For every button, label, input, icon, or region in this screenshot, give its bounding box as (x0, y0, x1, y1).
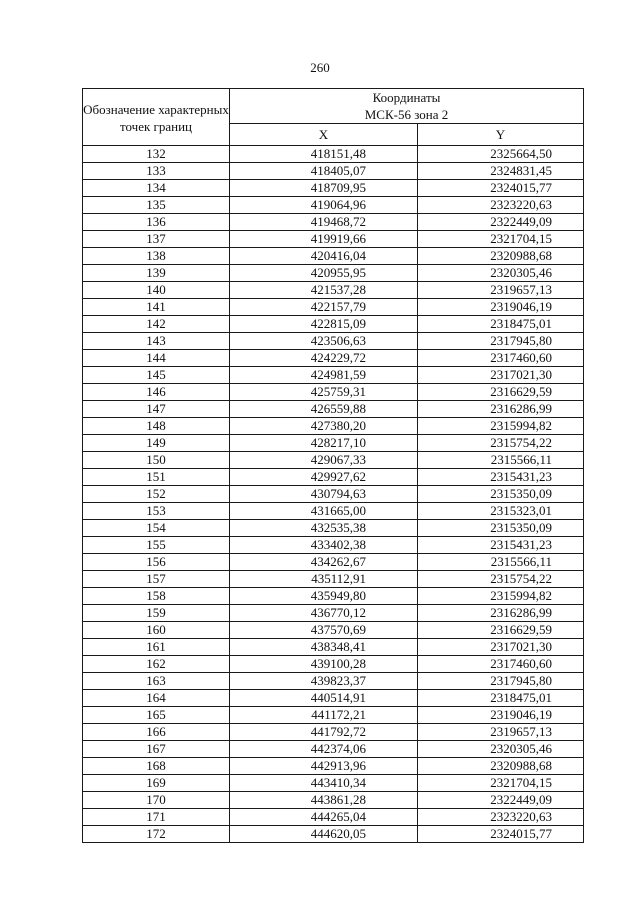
table-body (83, 146, 584, 843)
x-coordinate-cell: 425759,31 (230, 384, 418, 401)
x-coordinate-cell: 443410,34 (230, 775, 418, 792)
point-cell: 140 (83, 282, 230, 299)
y-coordinate-cell: 2317945,80 (418, 673, 584, 690)
y-coordinate-cell: 2315754,22 (418, 571, 584, 588)
y-coordinate-cell: 2315431,23 (418, 469, 584, 486)
point-cell: 142 (83, 316, 230, 333)
x-coordinate-cell: 442374,06 (230, 741, 418, 758)
y-coordinate-cell: 2317021,30 (418, 367, 584, 384)
point-cell: 148 (83, 418, 230, 435)
x-coordinate-cell: 420955,95 (230, 265, 418, 282)
table-row (83, 316, 584, 333)
x-coordinate-cell: 423506,63 (230, 333, 418, 350)
table-row (83, 656, 584, 673)
x-coordinate-cell: 418709,95 (230, 180, 418, 197)
x-coordinate-cell: 438348,41 (230, 639, 418, 656)
x-coordinate-cell: 441792,72 (230, 724, 418, 741)
table-row (83, 537, 584, 554)
y-coordinate-cell: 2316286,99 (418, 401, 584, 418)
table-row (83, 622, 584, 639)
y-coordinate-cell: 2325664,50 (418, 146, 584, 163)
x-coordinate-cell: 430794,63 (230, 486, 418, 503)
y-coordinate-cell: 2315323,01 (418, 503, 584, 520)
point-cell: 149 (83, 435, 230, 452)
point-cell: 171 (83, 809, 230, 826)
point-cell: 156 (83, 554, 230, 571)
point-cell: 165 (83, 707, 230, 724)
table-row (83, 163, 584, 180)
table-row (83, 231, 584, 248)
x-coordinate-cell: 422157,79 (230, 299, 418, 316)
y-coordinate-cell: 2315350,09 (418, 520, 584, 537)
y-coordinate-cell: 2315350,09 (418, 486, 584, 503)
table-row (83, 282, 584, 299)
point-cell: 141 (83, 299, 230, 316)
y-coordinate-cell: 2316629,59 (418, 384, 584, 401)
table-row (83, 435, 584, 452)
table-row (83, 707, 584, 724)
table-row (83, 571, 584, 588)
y-coordinate-cell: 2315566,11 (418, 452, 584, 469)
point-cell: 163 (83, 673, 230, 690)
table-row (83, 792, 584, 809)
table-row (83, 299, 584, 316)
page-number: 260 (310, 60, 330, 75)
point-cell: 154 (83, 520, 230, 537)
y-coordinate-cell: 2324831,45 (418, 163, 584, 180)
point-cell: 138 (83, 248, 230, 265)
x-coordinate-cell: 419919,66 (230, 231, 418, 248)
y-coordinate-cell: 2319657,13 (418, 724, 584, 741)
y-column-header: Y (418, 124, 584, 146)
x-coordinate-cell: 433402,38 (230, 537, 418, 554)
y-coordinate-cell: 2321704,15 (418, 231, 584, 248)
point-cell: 168 (83, 758, 230, 775)
point-cell: 137 (83, 231, 230, 248)
table-row (83, 418, 584, 435)
x-coordinate-cell: 432535,38 (230, 520, 418, 537)
x-coordinate-cell: 442913,96 (230, 758, 418, 775)
point-cell: 167 (83, 741, 230, 758)
point-cell: 160 (83, 622, 230, 639)
point-cell: 139 (83, 265, 230, 282)
y-coordinate-cell: 2320305,46 (418, 741, 584, 758)
x-column-header: X (230, 124, 418, 146)
y-coordinate-cell: 2317021,30 (418, 639, 584, 656)
y-coordinate-cell: 2323220,63 (418, 809, 584, 826)
y-coordinate-cell: 2319657,13 (418, 282, 584, 299)
y-coordinate-cell: 2322449,09 (418, 792, 584, 809)
table-row (83, 180, 584, 197)
x-coordinate-cell: 439823,37 (230, 673, 418, 690)
x-coordinate-cell: 424981,59 (230, 367, 418, 384)
y-coordinate-cell: 2317945,80 (418, 333, 584, 350)
point-cell: 135 (83, 197, 230, 214)
x-coordinate-cell: 444620,05 (230, 826, 418, 843)
x-coordinate-cell: 418405,07 (230, 163, 418, 180)
coordinate-system-label: МСК-56 зона 2 (364, 107, 449, 122)
table-row (83, 758, 584, 775)
point-cell: 136 (83, 214, 230, 231)
x-coordinate-cell: 437570,69 (230, 622, 418, 639)
point-cell: 143 (83, 333, 230, 350)
coordinates-title: Координаты (372, 90, 441, 105)
point-cell: 152 (83, 486, 230, 503)
point-cell: 157 (83, 571, 230, 588)
y-coordinate-cell: 2315566,11 (418, 554, 584, 571)
table-row (83, 214, 584, 231)
table-row (83, 384, 584, 401)
coordinates-header (230, 89, 584, 124)
y-coordinate-cell: 2315994,82 (418, 588, 584, 605)
y-coordinate-cell: 2320305,46 (418, 265, 584, 282)
x-coordinate-cell: 441172,21 (230, 707, 418, 724)
y-coordinate-cell: 2317460,60 (418, 350, 584, 367)
table-row (83, 605, 584, 622)
point-cell: 132 (83, 146, 230, 163)
x-coordinate-cell: 429927,62 (230, 469, 418, 486)
table-row (83, 265, 584, 282)
y-coordinate-cell: 2319046,19 (418, 707, 584, 724)
y-coordinate-cell: 2323220,63 (418, 197, 584, 214)
y-coordinate-cell: 2315754,22 (418, 435, 584, 452)
y-coordinate-cell: 2315994,82 (418, 418, 584, 435)
table-row (83, 486, 584, 503)
x-coordinate-cell: 427380,20 (230, 418, 418, 435)
point-cell: 147 (83, 401, 230, 418)
x-coordinate-cell: 436770,12 (230, 605, 418, 622)
table-header (83, 89, 584, 146)
point-cell: 172 (83, 826, 230, 843)
point-cell: 145 (83, 367, 230, 384)
x-coordinate-cell: 419064,96 (230, 197, 418, 214)
x-coordinate-cell: 435112,91 (230, 571, 418, 588)
x-coordinate-cell: 428217,10 (230, 435, 418, 452)
point-cell: 166 (83, 724, 230, 741)
x-coordinate-cell: 419468,72 (230, 214, 418, 231)
table-row (83, 146, 584, 163)
x-coordinate-cell: 435949,80 (230, 588, 418, 605)
table-row (83, 673, 584, 690)
point-cell: 161 (83, 639, 230, 656)
table-row (83, 469, 584, 486)
table-row (83, 503, 584, 520)
point-cell: 150 (83, 452, 230, 469)
y-coordinate-cell: 2320988,68 (418, 248, 584, 265)
point-cell: 164 (83, 690, 230, 707)
table-row (83, 639, 584, 656)
x-coordinate-cell: 426559,88 (230, 401, 418, 418)
coordinates-table (82, 88, 584, 843)
y-coordinate-cell: 2322449,09 (418, 214, 584, 231)
x-coordinate-cell: 431665,00 (230, 503, 418, 520)
table-row (83, 248, 584, 265)
y-coordinate-cell: 2316629,59 (418, 622, 584, 639)
x-coordinate-cell: 440514,91 (230, 690, 418, 707)
x-coordinate-cell: 429067,33 (230, 452, 418, 469)
x-coordinate-cell: 424229,72 (230, 350, 418, 367)
point-cell: 159 (83, 605, 230, 622)
x-coordinate-cell: 418151,48 (230, 146, 418, 163)
point-cell: 133 (83, 163, 230, 180)
table-row (83, 452, 584, 469)
table-row (83, 588, 584, 605)
point-cell: 144 (83, 350, 230, 367)
point-cell: 153 (83, 503, 230, 520)
table-row (83, 690, 584, 707)
table-row (83, 724, 584, 741)
point-cell: 155 (83, 537, 230, 554)
point-cell: 146 (83, 384, 230, 401)
table-row (83, 809, 584, 826)
point-cell: 162 (83, 656, 230, 673)
table-row (83, 554, 584, 571)
y-coordinate-cell: 2318475,01 (418, 690, 584, 707)
y-coordinate-cell: 2324015,77 (418, 826, 584, 843)
point-cell: 151 (83, 469, 230, 486)
x-coordinate-cell: 420416,04 (230, 248, 418, 265)
table-row (83, 741, 584, 758)
y-coordinate-cell: 2317460,60 (418, 656, 584, 673)
x-coordinate-cell: 444265,04 (230, 809, 418, 826)
y-coordinate-cell: 2321704,15 (418, 775, 584, 792)
point-cell: 170 (83, 792, 230, 809)
x-coordinate-cell: 439100,28 (230, 656, 418, 673)
y-coordinate-cell: 2324015,77 (418, 180, 584, 197)
point-cell: 169 (83, 775, 230, 792)
y-coordinate-cell: 2315431,23 (418, 537, 584, 554)
y-coordinate-cell: 2316286,99 (418, 605, 584, 622)
table-row (83, 350, 584, 367)
y-coordinate-cell: 2320988,68 (418, 758, 584, 775)
point-cell: 158 (83, 588, 230, 605)
table-row (83, 197, 584, 214)
x-coordinate-cell: 443861,28 (230, 792, 418, 809)
x-coordinate-cell: 434262,67 (230, 554, 418, 571)
y-coordinate-cell: 2318475,01 (418, 316, 584, 333)
table-row (83, 520, 584, 537)
point-cell: 134 (83, 180, 230, 197)
table-row (83, 775, 584, 792)
table-row (83, 826, 584, 843)
y-coordinate-cell: 2319046,19 (418, 299, 584, 316)
table-row (83, 367, 584, 384)
x-coordinate-cell: 422815,09 (230, 316, 418, 333)
table-row (83, 333, 584, 350)
designation-header: Обозначение характерных точек границ (83, 89, 230, 146)
table-row (83, 401, 584, 418)
x-coordinate-cell: 421537,28 (230, 282, 418, 299)
